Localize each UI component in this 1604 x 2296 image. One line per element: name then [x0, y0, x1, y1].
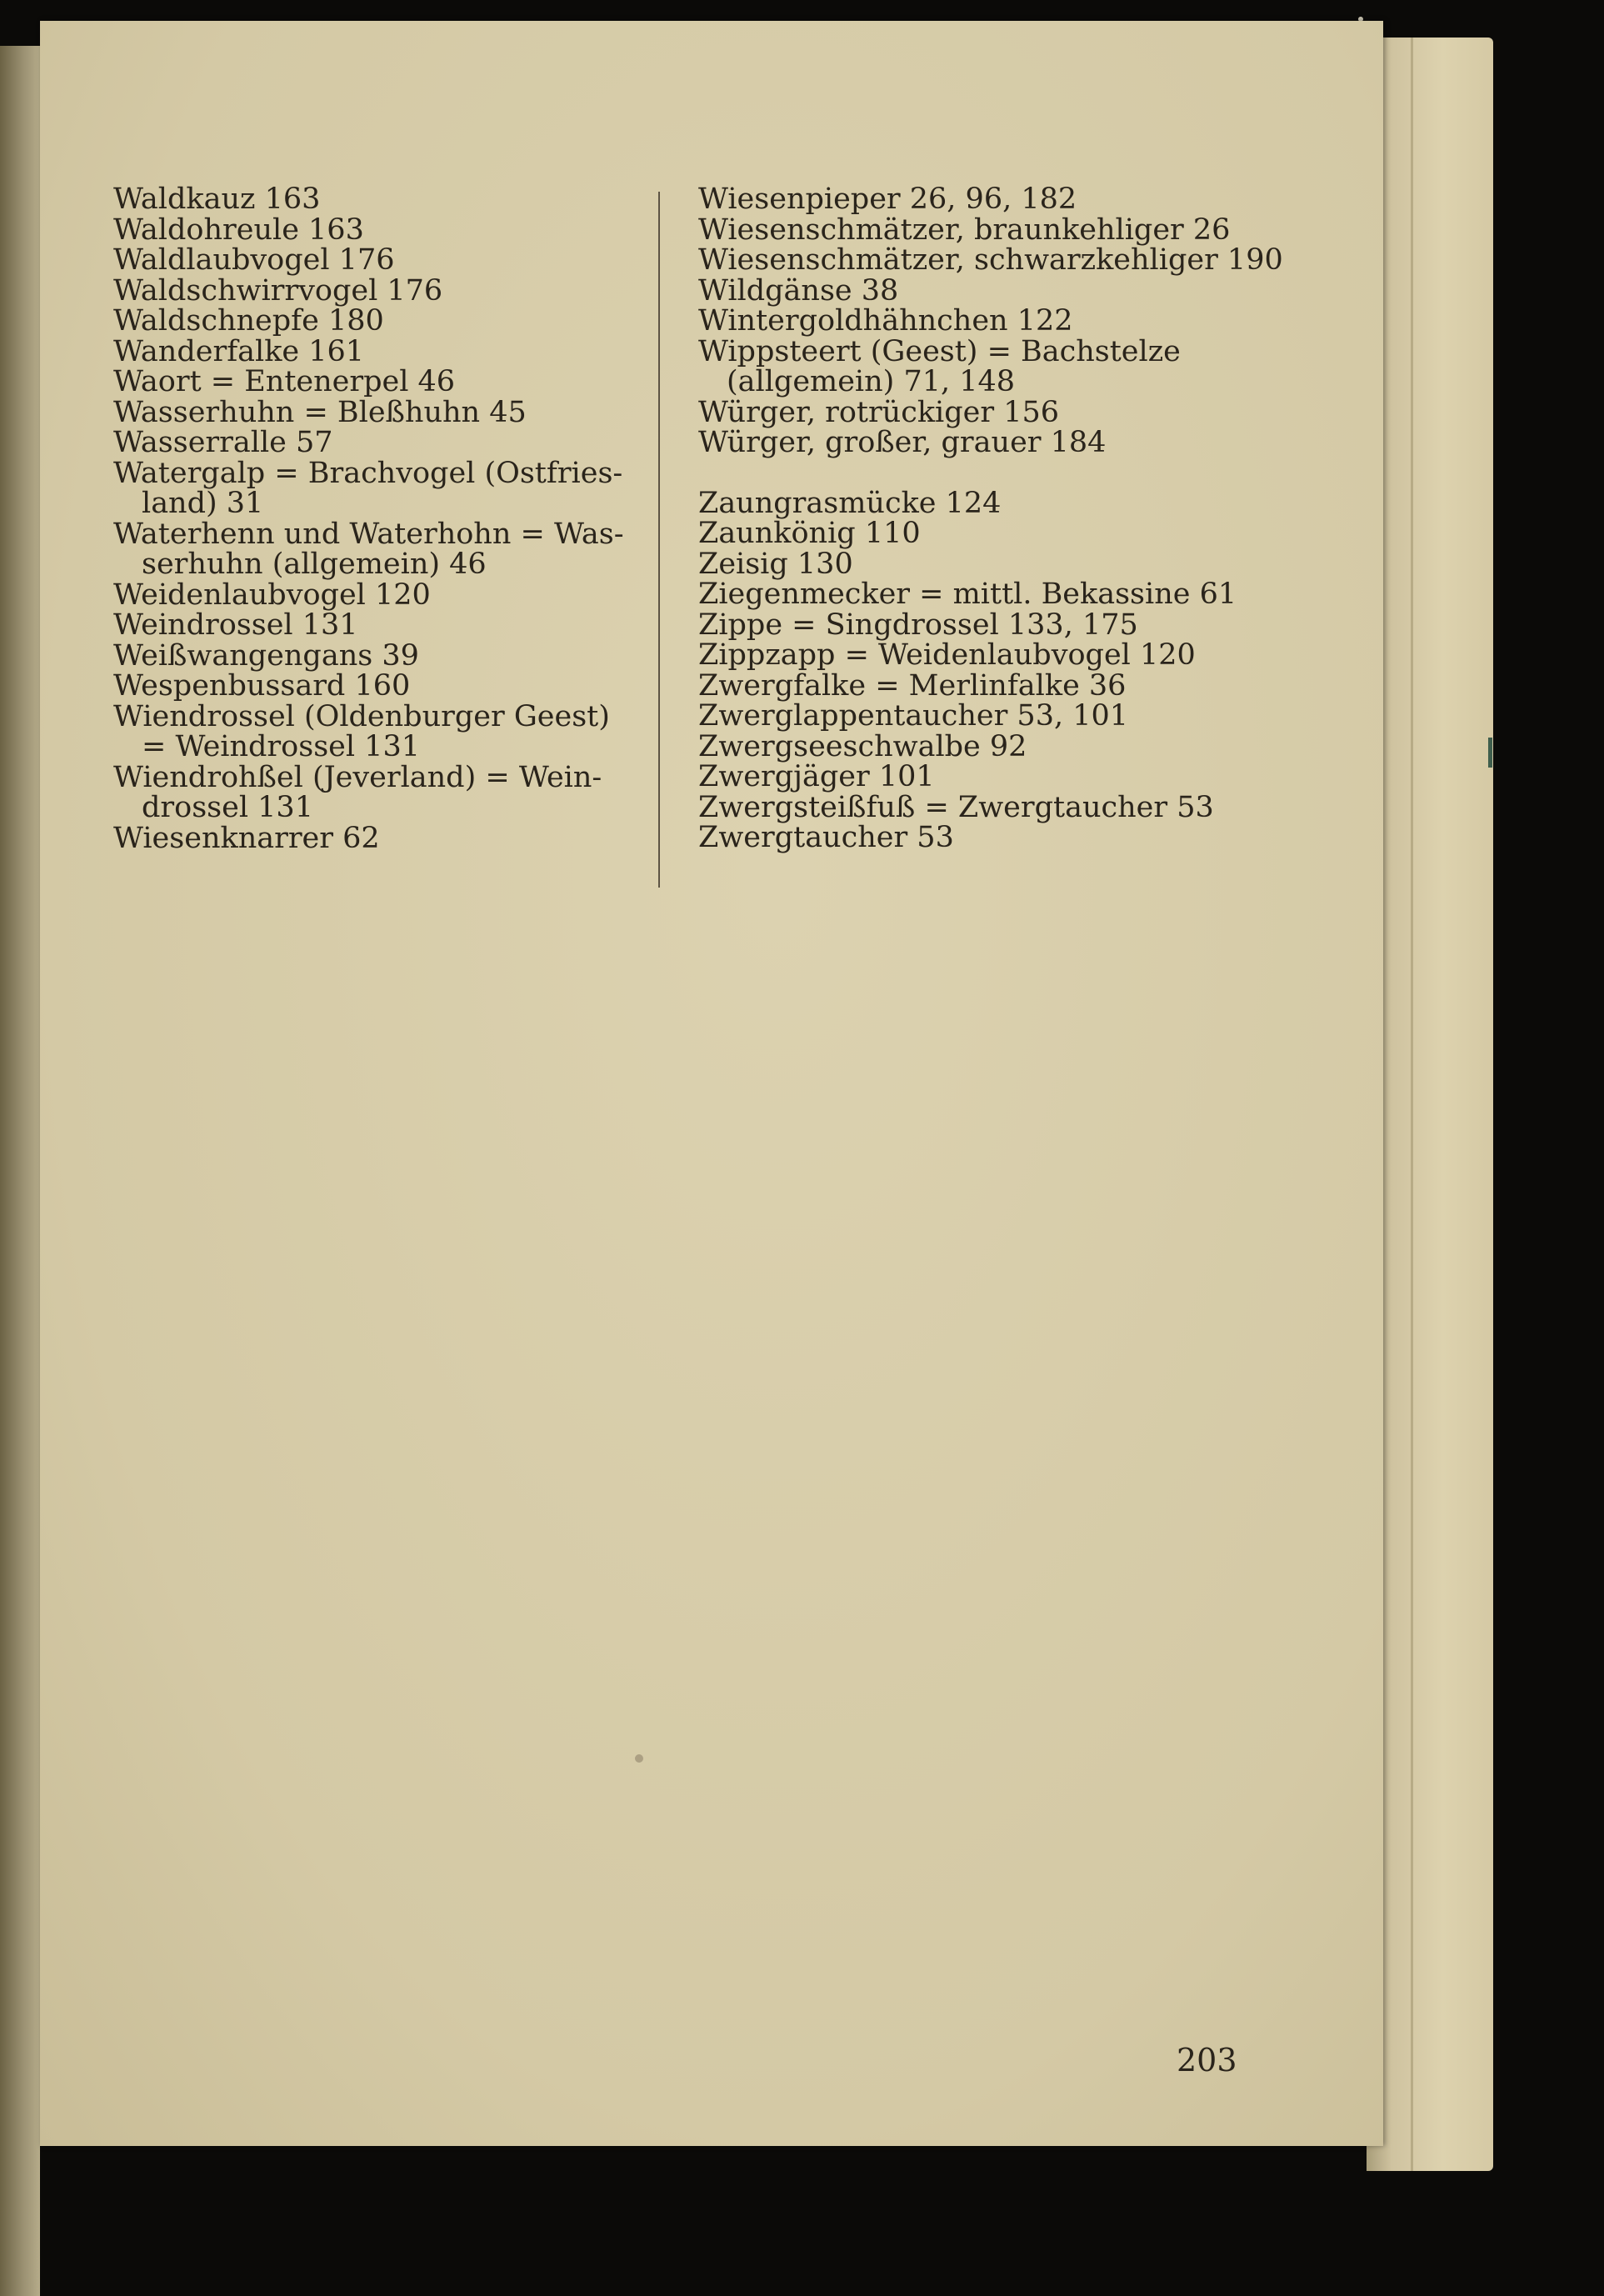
index-entry: Würger, großer, grauer 184	[698, 426, 1107, 459]
index-entry: Wiesenknarrer 62	[113, 821, 380, 855]
index-entry-continuation: (allgemein) 71, 148	[727, 365, 1016, 398]
index-entry: Zwergfalke = Merlinfalke 36	[698, 668, 1127, 703]
index-entry: Zippe = Singdrossel 133, 175	[698, 608, 1138, 642]
index-column-left	[113, 184, 697, 853]
index-column-right	[698, 184, 1298, 853]
facing-page-edge	[0, 46, 40, 2296]
index-entry: Wanderfalke 161	[113, 334, 365, 368]
index-entry: Zwergtaucher 53	[698, 821, 954, 854]
index-entry: Waldohreule 163	[113, 213, 364, 247]
index-entry: Wiesenschmätzer, braunkehliger 26	[698, 213, 1231, 247]
index-entry: Waldschnepfe 180	[113, 304, 384, 338]
underlying-pages	[1367, 38, 1493, 2171]
index-entry: Zwergseeschwalbe 92	[698, 729, 1027, 763]
index-entry-continuation: land) 31	[142, 487, 264, 520]
binding-thread	[1488, 738, 1492, 768]
index-entry: Weindrossel 131	[113, 608, 358, 642]
index-entry-continuation: drossel 131	[142, 791, 313, 824]
index-entry: Wespenbussard 160	[113, 669, 411, 703]
letter-group-gap	[698, 458, 1298, 488]
index-entry: Waldlaubvogel 176	[113, 243, 395, 277]
index-entry: Zwergjäger 101	[698, 760, 935, 793]
index-entry: Wiesenpieper 26, 96, 182	[698, 183, 1077, 216]
index-entry: Würger, rotrückiger 156	[698, 395, 1060, 429]
index-entry: Wippsteert (Geest) = Bachstelze	[698, 334, 1181, 368]
index-entry: Zaungrasmücke 124	[698, 486, 1002, 520]
index-entry: Zeisig 130	[698, 547, 853, 581]
index-entry-continuation: = Weindrossel 131	[142, 730, 420, 763]
index-entry: Waterhenn und Waterhohn = Was-	[113, 517, 624, 551]
index-entry: Weidenlaubvogel 120	[113, 578, 431, 612]
index-entry: Wasserralle 57	[113, 426, 333, 459]
index-entry-continuation: serhuhn (allgemein) 46	[142, 548, 487, 581]
page-number: 203	[1177, 2042, 1237, 2078]
index-entry: Wasserhuhn = Bleßhuhn 45	[113, 395, 527, 429]
index-entry: Ziegenmecker = mittl. Bekassine 61	[698, 578, 1237, 611]
index-entry: Waldkauz 163	[113, 183, 321, 216]
index-entry: Zwergsteißfuß = Zwergtaucher 53	[698, 790, 1214, 824]
index-entry: Wiesenschmätzer, schwarzkehliger 190	[698, 243, 1283, 277]
index-entry: Weißwangengans 39	[113, 638, 419, 673]
index-entry: Zwerglappentaucher 53, 101	[698, 699, 1129, 733]
book-page	[40, 21, 1383, 2146]
index-entry: Waldschwirrvogel 176	[113, 273, 443, 308]
index-entry: Wiendrohßel (Jeverland) = Wein-	[113, 760, 602, 794]
index-entry: Watergalp = Brachvogel (Ostfries-	[113, 456, 623, 490]
page-stack-line	[1411, 38, 1413, 2171]
index-entry: Wiendrossel (Oldenburger Geest)	[113, 699, 610, 733]
index-entry: Zippzapp = Weidenlaubvogel 120	[698, 638, 1196, 672]
index-entry: Wintergoldhähnchen 122	[698, 304, 1073, 338]
index-entry: Wildgänse 38	[698, 273, 899, 308]
index-entry: Zaunkönig 110	[698, 517, 921, 550]
index-entry: Waort = Entenerpel 46	[113, 365, 456, 398]
column-divider	[658, 192, 660, 888]
paper-stain	[635, 1754, 643, 1763]
